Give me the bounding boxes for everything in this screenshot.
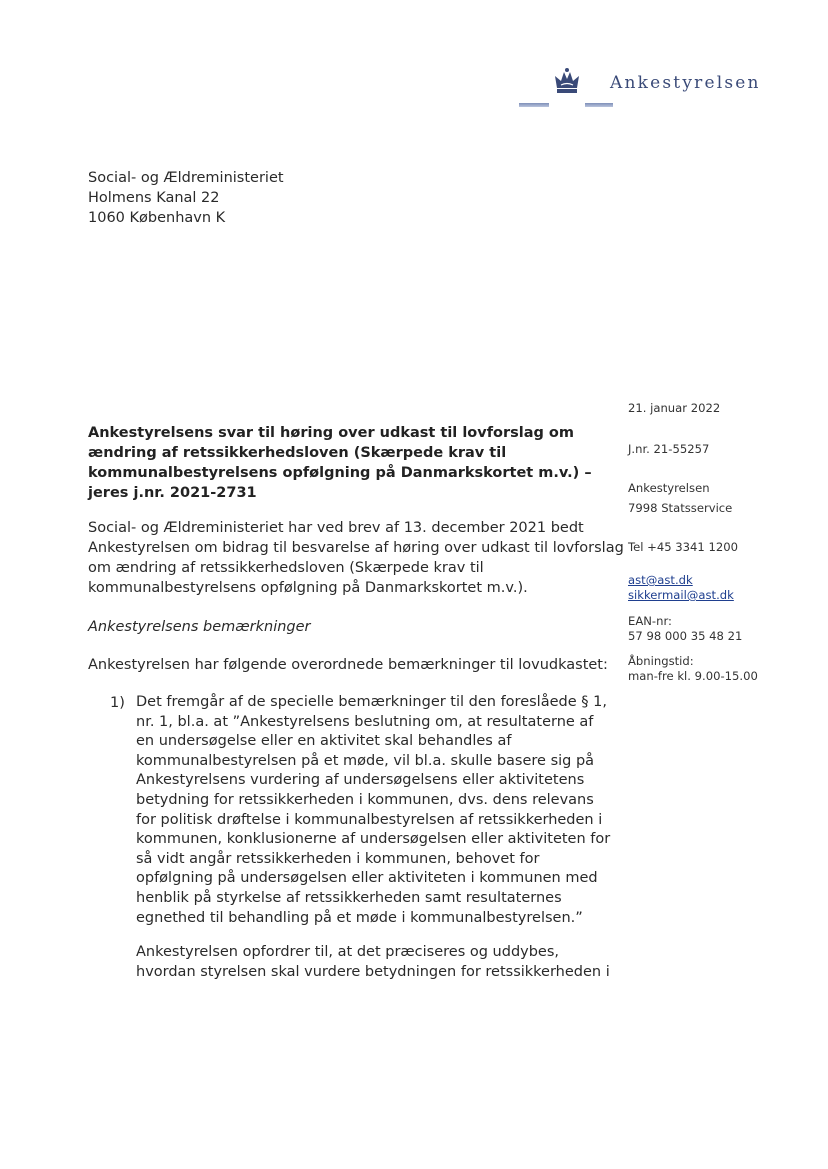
intro-paragraph <box>88 518 624 598</box>
sender-phone: Tel +45 3341 1200 <box>628 540 738 554</box>
text-line: en undersøgelse eller en aktivitet skal behandles af <box>136 733 512 750</box>
text-line: betydning for retssikkerheden i kommunen, dvs. dens relevans <box>136 791 594 808</box>
text-line: Ankestyrelsen om bidrag til besvarelse af høring over udkast til lovforslag <box>88 540 624 556</box>
text-line: hvordan styrelsen skal vurdere betydningen for retssikkerheden i <box>136 964 610 980</box>
text-line: Ankestyrelsen opfordrer til, at det præciseres og uddybes, <box>136 944 560 960</box>
text-line: kommunalbestyrelsen på et møde, vil bl.a. skulle basere sig på <box>136 752 595 769</box>
text-line: så vidt angår retssikkerheden i kommunen, behovet for <box>136 850 540 867</box>
crown-icon <box>552 66 582 96</box>
letter-subject <box>88 423 592 503</box>
remarks-heading: Ankestyrelsens bemærkninger <box>88 619 311 635</box>
logo-bar-right <box>585 103 613 107</box>
logo-bar-left <box>519 103 549 107</box>
letter-date: 21. januar 2022 <box>628 401 721 415</box>
sender-name: Ankestyrelsen <box>628 481 710 495</box>
text-line: for politisk drøftelse i kommunalbestyrelsen af retssikkerheden i <box>136 811 603 828</box>
recipient-line: Holmens Kanal 22 <box>88 190 220 206</box>
subject-line: Ankestyrelsens svar til høring over udkast til lovforslag om <box>88 425 575 441</box>
secure-email-link[interactable]: sikkermail@ast.dk <box>628 588 734 602</box>
text-line: egnethed til behandling på et møde i kommunalbestyrelsen.” <box>136 909 583 926</box>
text-line: henblik på styrkelse af retssikkerheden samt resultaternes <box>136 889 562 906</box>
opening-hours-label: Åbningstid: <box>628 654 694 668</box>
ean-value: 57 98 000 35 48 21 <box>628 629 743 643</box>
list-item-number: 1) <box>110 695 125 711</box>
text-line: nr. 1, bl.a. at ”Ankestyrelsens beslutning om, at resultaterne af <box>136 713 594 730</box>
sender-address: 7998 Statsservice <box>628 501 733 515</box>
ean-label: EAN-nr: <box>628 614 672 628</box>
list-item-text <box>136 693 610 928</box>
opening-hours-value: man-fre kl. 9.00-15.00 <box>628 669 758 683</box>
overall-remarks-line: Ankestyrelsen har følgende overordnede bemærkninger til lovudkastet: <box>88 657 608 673</box>
logo-wordmark: Ankestyrelsen <box>610 73 761 93</box>
recipient-line: 1060 København K <box>88 210 226 226</box>
recipient-address <box>88 168 284 228</box>
text-line: kommunalbestyrelsens opfølgning på Danmarkskortet m.v.). <box>88 580 528 596</box>
text-line: opfølgning på undersøgelsen eller aktiviteten i kommunen med <box>136 870 598 887</box>
subject-line: ændring af retssikkerhedsloven (Skærpede krav til <box>88 445 507 461</box>
subject-line: kommunalbestyrelsens opfølgning på Danmarkskortet m.v.) – <box>88 465 592 481</box>
text-line: om ændring af retssikkerhedsloven (Skærpede krav til <box>88 560 484 576</box>
email-link[interactable]: ast@ast.dk <box>628 573 693 587</box>
subject-line: jeres j.nr. 2021-2731 <box>88 485 257 501</box>
recipient-line: Social- og Ældreministeriet <box>88 170 284 186</box>
text-line: Social- og Ældreministeriet har ved brev af 13. december 2021 bedt <box>88 520 584 536</box>
text-line: Ankestyrelsens vurdering af undersøgelsens eller aktivitetens <box>136 772 585 789</box>
follow-up-paragraph <box>136 942 610 982</box>
journal-number: J.nr. 21-55257 <box>628 442 710 456</box>
text-line: kommunen, konklusionerne af undersøgelsen eller aktiviteten for <box>136 831 611 848</box>
text-line: Det fremgår af de specielle bemærkninger til den foreslåede § 1, <box>136 694 607 710</box>
